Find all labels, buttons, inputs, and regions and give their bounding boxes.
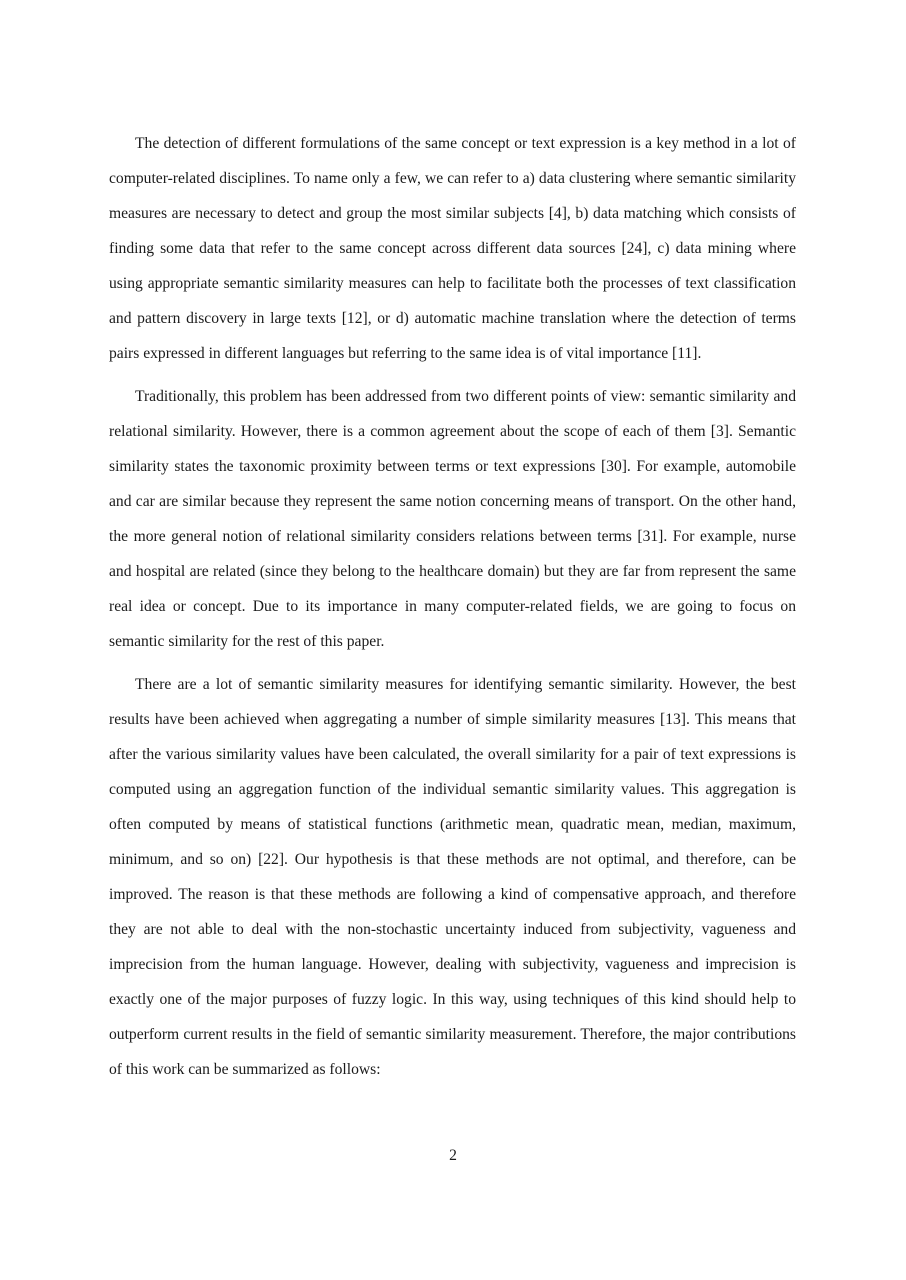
paragraph-intro: The detection of different formulations of the same concept or text expression is a key method in a lot of computer-related disciplines. To name only a few, we can refer to a) data clustering where semantic similarity measures are necessary to detect and group the most similar subjects [4], b) data matching which consists of finding some data that refer to the same concept across different data sources [24], c) data mining where using appropriate semantic similarity measures can help to facilitate both the processes of text classification and pattern discovery in large texts [12], or d) automatic machine translation where the detection of terms pairs expressed in different languages but referring to the same idea is of vital importance [11]. [109, 135, 796, 362]
page-body [109, 126, 796, 1095]
page-number: 2 [449, 1147, 457, 1164]
paragraph-aggregation-hypothesis: There are a lot of semantic similarity measures for identifying semantic similarity. However, the best results have been achieved when aggregating a number of simple similarity measures [13]. This means that after the various similarity values have been calculated, the overall similarity for a pair of text expressions is computed using an aggregation function of the individual semantic similarity values. This aggregation is often computed by means of statistical functions (arithmetic mean, quadratic mean, median, maximum, minimum, and so on) [22]. Our hypothesis is that these methods are not optimal, and therefore, can be improved. The reason is that these methods are following a kind of compensative approach, and therefore they are not able to deal with the non-stochastic uncertainty induced from subjectivity, vagueness and imprecision from the human language. However, dealing with subjectivity, vagueness and imprecision is exactly one of the major purposes of fuzzy logic. In this way, using techniques of this kind should help to outperform current results in the field of semantic similarity measurement. Therefore, the major contributions of this work can be summarized as follows: [109, 676, 796, 1078]
paragraph-similarity-types: Traditionally, this problem has been addressed from two different points of view: semantic similarity and relational similarity. However, there is a common agreement about the scope of each of them [3]. Semantic similarity states the taxonomic proximity between terms or text expressions [30]. For example, automobile and car are similar because they represent the same notion concerning means of transport. On the other hand, the more general notion of relational similarity considers relations between terms [31]. For example, nurse and hospital are related (since they belong to the healthcare domain) but they are far from represent the same real idea or concept. Due to its importance in many computer-related fields, we are going to focus on semantic similarity for the rest of this paper. [109, 388, 796, 650]
